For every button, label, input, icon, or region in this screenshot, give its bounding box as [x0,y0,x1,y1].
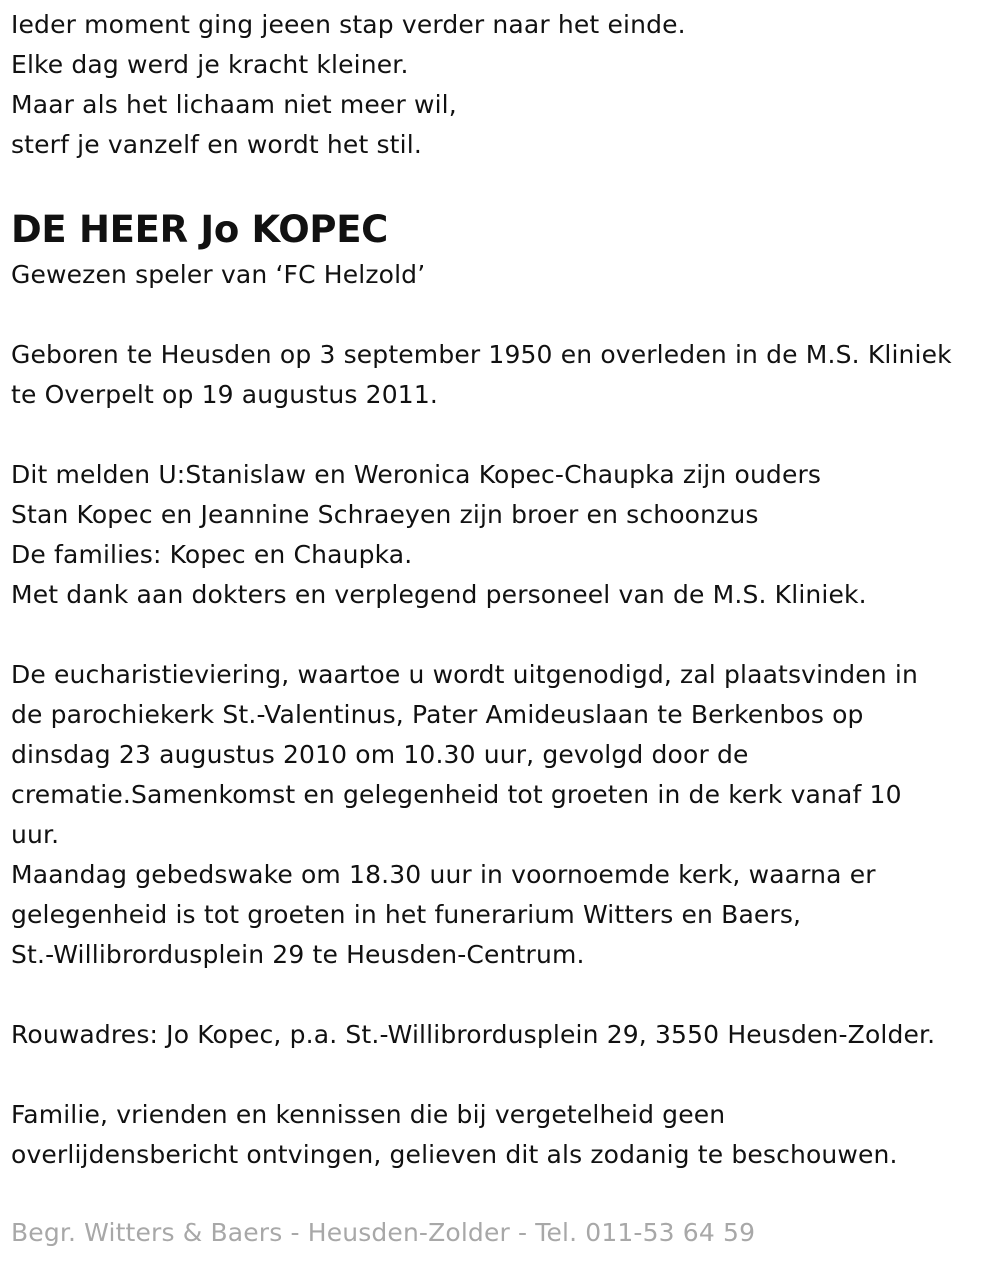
poem-line: Elke dag werd je kracht kleiner. [11,50,409,79]
paragraph-line: overlijdensbericht ontvingen, gelieven dit als zodanig te beschouwen. [11,1140,898,1169]
address-line: Rouwadres: Jo Kopec, p.a. St.-Willibrordusplein 29, 3550 Heusden-Zolder. [11,1020,936,1049]
poem-line: sterf je vanzelf en wordt het stil. [11,130,422,159]
paragraph-line: Familie, vrienden en kennissen die bij vergetelheid geen [11,1100,726,1129]
deceased-subtitle: Gewezen speler van ‘FC Helzold’ [11,260,426,289]
paragraph-line: crematie.Samenkomst en gelegenheid tot groeten in de kerk vanaf 10 [11,780,902,809]
paragraph-line: Stan Kopec en Jeannine Schraeyen zijn broer en schoonzus [11,500,759,529]
birth-death-paragraph [11,335,996,415]
poem-line: Ieder moment ging jeeen stap verder naar het einde. [11,10,686,39]
funeral-home-footer: Begr. Witters & Baers - Heusden-Zolder - Tel. 011-53 64 59 [11,1218,756,1247]
paragraph-line: de parochiekerk St.-Valentinus, Pater Amideuslaan te Berkenbos op [11,700,864,729]
poem-line: Maar als het lichaam niet meer wil, [11,90,457,119]
notice-paragraph [11,1095,996,1175]
ceremony-paragraph [11,655,996,975]
paragraph-line: Maandag gebedswake om 18.30 uur in voornoemde kerk, waarna er [11,860,876,889]
paragraph-line: Met dank aan dokters en verplegend personeel van de M.S. Kliniek. [11,580,867,609]
paragraph-line: De eucharistieviering, waartoe u wordt uitgenodigd, zal plaatsvinden in [11,660,918,689]
paragraph-line: Dit melden U:Stanislaw en Weronica Kopec-Chaupka zijn ouders [11,460,822,489]
poem [11,5,996,165]
mourning-address [11,1015,996,1055]
announcers-paragraph [11,455,996,615]
paragraph-line: gelegenheid is tot groeten in het funerarium Witters en Baers, [11,900,802,929]
obituary-notice [11,0,996,1175]
paragraph-line: De families: Kopec en Chaupka. [11,540,413,569]
paragraph-line: St.-Willibrordusplein 29 te Heusden-Centrum. [11,940,585,969]
paragraph-line: uur. [11,820,60,849]
paragraph-line: Geboren te Heusden op 3 september 1950 en overleden in de M.S. Kliniek [11,340,952,369]
deceased-name: DE HEER Jo KOPEC [11,208,389,251]
paragraph-line: te Overpelt op 19 augustus 2011. [11,380,438,409]
paragraph-line: dinsdag 23 augustus 2010 om 10.30 uur, gevolgd door de [11,740,749,769]
